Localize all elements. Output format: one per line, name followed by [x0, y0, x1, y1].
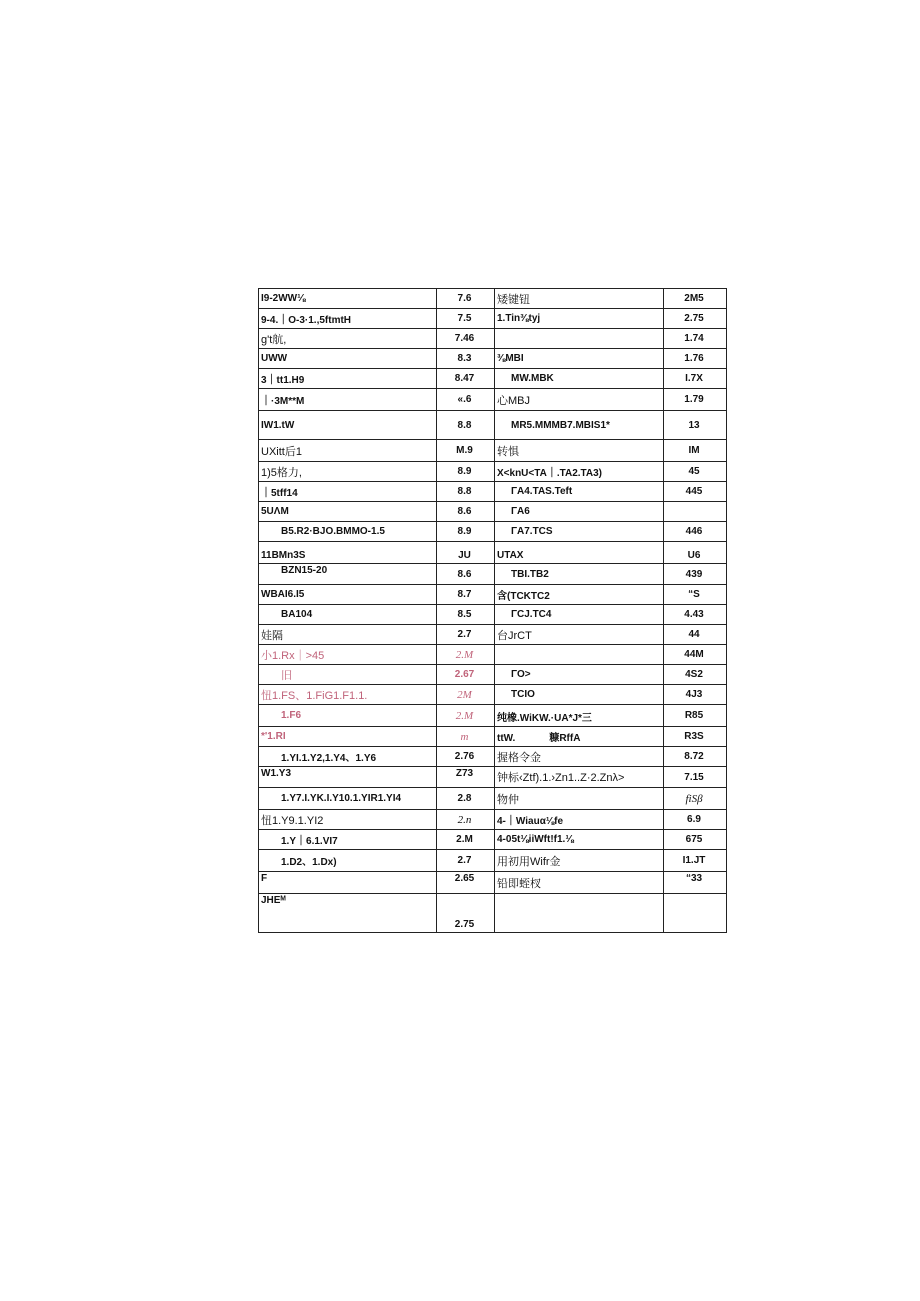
table-row: [259, 440, 727, 462]
cell-a: 9-4.｜O-3·1.,5ftmtH: [259, 309, 437, 329]
table-row: [259, 522, 727, 542]
cell-d: 8.72: [664, 747, 727, 767]
table-row: [259, 727, 727, 747]
cell-a: UWW: [259, 349, 437, 369]
cell-b: Z73: [437, 767, 495, 788]
cell-c: 物仲: [495, 788, 664, 810]
cell-d: 45: [664, 462, 727, 482]
table-row: [259, 462, 727, 482]
table-row: [259, 625, 727, 645]
cell-d: R3S: [664, 727, 727, 747]
cell-d: 4S2: [664, 665, 727, 685]
cell-a: 1.D2、1.Dx): [259, 850, 437, 872]
table-row: [259, 411, 727, 440]
cell-a: 1.Y7.I.YK.I.Y10.1.YIR1.YI4: [259, 788, 437, 810]
cell-a: 1.Y｜6.1.VI7: [259, 830, 437, 850]
cell-a: 娃隔: [259, 625, 437, 645]
cell-b: 2M: [437, 685, 495, 705]
cell-c: ΓCJ.TC4: [495, 605, 664, 625]
table-row: [259, 685, 727, 705]
cell-b: 2.65: [437, 872, 495, 894]
table-row: [259, 810, 727, 830]
cell-b: 7.6: [437, 289, 495, 309]
table-row: [259, 747, 727, 767]
cell-d: 439: [664, 564, 727, 585]
cell-c: 台JrCT: [495, 625, 664, 645]
data-table: [258, 288, 727, 933]
cell-b: «.6: [437, 389, 495, 411]
cell-d: 2M5: [664, 289, 727, 309]
cell-c: 4-｜Wiauα⅛fe: [495, 810, 664, 830]
cell-c-right: 糠RffA: [549, 733, 581, 744]
cell-a: 忸1.Y9.1.YI2: [259, 810, 437, 830]
cell-c: [495, 645, 664, 665]
cell-b: 2.8: [437, 788, 495, 810]
cell-d: 2.75: [664, 309, 727, 329]
cell-c: ΓA7.TCS: [495, 522, 664, 542]
table-row: [259, 502, 727, 522]
cell-a: g't航,: [259, 329, 437, 349]
cell-c: 转惧: [495, 440, 664, 462]
cell-a: W1.Y3: [259, 767, 437, 788]
table-row: [259, 705, 727, 727]
cell-a: WBAI6.I5: [259, 585, 437, 605]
cell-c: UTAX: [495, 542, 664, 564]
cell-a: IW1.tW: [259, 411, 437, 440]
cell-a: 忸1.FS、1.FiG1.F1.1.: [259, 685, 437, 705]
cell-c: [495, 727, 664, 747]
cell-d: 6.9: [664, 810, 727, 830]
cell-a: 小1.Rx｜>45: [259, 645, 437, 665]
cell-b: 2.7: [437, 625, 495, 645]
cell-b: 8.6: [437, 564, 495, 585]
cell-a: I9-2WW⅛: [259, 289, 437, 309]
cell-a: BZN15-20: [259, 564, 437, 585]
cell-d: IM: [664, 440, 727, 462]
cell-c: [495, 894, 664, 933]
cell-a: ｜5tff14: [259, 482, 437, 502]
cell-b: 2.M: [437, 830, 495, 850]
table-row: [259, 788, 727, 810]
table-row: [259, 605, 727, 625]
cell-d: 4.43: [664, 605, 727, 625]
table-row: [259, 389, 727, 411]
cell-d: 446: [664, 522, 727, 542]
cell-c: 握格令金: [495, 747, 664, 767]
cell-b: 8.5: [437, 605, 495, 625]
cell-a: BA104: [259, 605, 437, 625]
cell-a: 5UΛM: [259, 502, 437, 522]
cell-b: JU: [437, 542, 495, 564]
cell-a: F: [259, 872, 437, 894]
cell-a: JHEᴹ: [259, 894, 437, 933]
cell-c: ΓO>: [495, 665, 664, 685]
cell-b: 8.3: [437, 349, 495, 369]
cell-d: “S: [664, 585, 727, 605]
cell-b: 8.47: [437, 369, 495, 389]
cell-b: 2.n: [437, 810, 495, 830]
cell-c: 1.Tin⅜tyj: [495, 309, 664, 329]
cell-a: 3｜tt1.H9: [259, 369, 437, 389]
cell-b: 2.M: [437, 645, 495, 665]
table-row: [259, 894, 727, 933]
table-row: [259, 349, 727, 369]
cell-c-left: ttW.: [497, 733, 516, 744]
table-row: [259, 482, 727, 502]
cell-d: [664, 502, 727, 522]
cell-d: U6: [664, 542, 727, 564]
table-row: [259, 542, 727, 564]
cell-b: 2.67: [437, 665, 495, 685]
cell-b: 8.8: [437, 411, 495, 440]
table-row: [259, 289, 727, 309]
cell-a: B5.R2·BJO.BMMO-1.5: [259, 522, 437, 542]
cell-c: ΓA6: [495, 502, 664, 522]
cell-d: [664, 894, 727, 933]
cell-c: 钟标‹Ztf).1.›Zn1..Z·2.Znλ>: [495, 767, 664, 788]
table-row: [259, 850, 727, 872]
cell-b: 8.6: [437, 502, 495, 522]
cell-a: 1.F6: [259, 705, 437, 727]
cell-c: 4-05t⅛iiWft!f1.⅛: [495, 830, 664, 850]
cell-c: 铅即蛭杈: [495, 872, 664, 894]
cell-b: 8.8: [437, 482, 495, 502]
table-row: [259, 369, 727, 389]
cell-d: I1.JT: [664, 850, 727, 872]
table-row: [259, 329, 727, 349]
cell-c: 含(TCKTC2: [495, 585, 664, 605]
cell-d: I.7X: [664, 369, 727, 389]
table-row: [259, 830, 727, 850]
cell-c: [495, 329, 664, 349]
cell-c: MR5.MMMB7.MBIS1*: [495, 411, 664, 440]
cell-c: ΓA4.TAS.Teft: [495, 482, 664, 502]
cell-d: 4J3: [664, 685, 727, 705]
cell-d: 675: [664, 830, 727, 850]
cell-b: 7.5: [437, 309, 495, 329]
cell-c: 纯橡.WiKW.·UA*J*三: [495, 705, 664, 727]
cell-b: 8.9: [437, 522, 495, 542]
cell-d: “33: [664, 872, 727, 894]
table-row: [259, 564, 727, 585]
cell-d: 445: [664, 482, 727, 502]
table-row: [259, 872, 727, 894]
cell-a: 1.YI.1.Y2,1.Y4、1.Y6: [259, 747, 437, 767]
cell-b: 2.7: [437, 850, 495, 872]
cell-c: TBI.TB2: [495, 564, 664, 585]
cell-b: 7.46: [437, 329, 495, 349]
cell-b: 8.9: [437, 462, 495, 482]
cell-c: ⅜MBI: [495, 349, 664, 369]
table-row: [259, 645, 727, 665]
document-table-region: [258, 288, 726, 933]
cell-a: UXitt后1: [259, 440, 437, 462]
cell-b: M.9: [437, 440, 495, 462]
cell-b: 2.76: [437, 747, 495, 767]
cell-d: R85: [664, 705, 727, 727]
table-row: [259, 665, 727, 685]
cell-c: TCIO: [495, 685, 664, 705]
cell-c: 心MBJ: [495, 389, 664, 411]
cell-c: X<knU<TA｜.TA2.TA3): [495, 462, 664, 482]
cell-a: 11BMn3S: [259, 542, 437, 564]
table-row: [259, 309, 727, 329]
cell-b: 2.75: [437, 894, 495, 933]
cell-c: 用初用Wifr金: [495, 850, 664, 872]
cell-c: MW.MBK: [495, 369, 664, 389]
cell-a: ｜·3M**M: [259, 389, 437, 411]
cell-b: m: [437, 727, 495, 747]
cell-c: 矮键钮: [495, 289, 664, 309]
cell-a: 旧: [259, 665, 437, 685]
cell-a: 1)5格力,: [259, 462, 437, 482]
cell-a: *'1.RI: [259, 727, 437, 747]
cell-b: 2.M: [437, 705, 495, 727]
cell-d: 1.74: [664, 329, 727, 349]
cell-d: 44M: [664, 645, 727, 665]
cell-d: 44: [664, 625, 727, 645]
table-row: [259, 585, 727, 605]
cell-d: 7.15: [664, 767, 727, 788]
cell-d: 1.76: [664, 349, 727, 369]
cell-d: 1.79: [664, 389, 727, 411]
cell-b: 8.7: [437, 585, 495, 605]
cell-d: fiSβ: [664, 788, 727, 810]
table-row: [259, 767, 727, 788]
cell-d: 13: [664, 411, 727, 440]
